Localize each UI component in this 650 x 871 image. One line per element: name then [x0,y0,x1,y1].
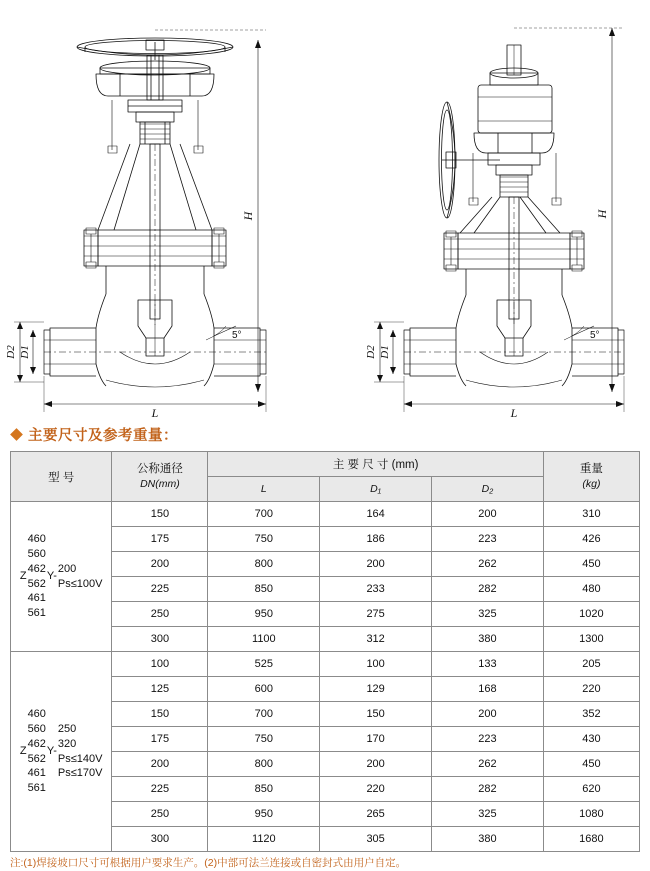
model-num-2-2: 462 [27,737,46,750]
cell-weight: 220 [543,677,639,702]
cell-dn: 250 [112,802,208,827]
cell-D1: 312 [320,627,432,652]
right-dim-H: H [595,209,609,219]
cell-weight: 1680 [543,827,639,852]
right-dim-D2: D2 [365,345,377,359]
header-model: 型 号 [11,452,112,502]
cell-weight: 205 [543,652,639,677]
cell-dn: 125 [112,677,208,702]
footnote: 注:(1)焊接坡口尺寸可根据用户要求生产。(2)中部可法兰连接或自密封式由用户自定。 [10,857,407,869]
left-dim-D2: D2 [5,345,17,359]
header-weight-line2: (kg) [582,478,601,491]
cell-L: 700 [208,502,320,527]
header-L: L [208,477,320,502]
right-dim-D1: D1 [379,345,391,359]
cell-L: 525 [208,652,320,677]
cell-weight: 352 [543,702,639,727]
table-header-row-1 [11,452,640,477]
cell-weight: 480 [543,577,639,602]
model-num-2-0: 460 [27,707,46,720]
cell-dn: 150 [112,502,208,527]
cell-weight: 450 [543,552,639,577]
cell-weight: 1020 [543,602,639,627]
cell-D2: 380 [432,827,544,852]
model-cell-group-2 [11,652,112,852]
model-press-2-0: 250 [57,722,77,735]
model-prefix-2: Z [19,744,27,757]
cell-L: 750 [208,727,320,752]
cell-D1: 233 [320,577,432,602]
cell-D2: 168 [432,677,544,702]
model-cell-group-1 [11,502,112,652]
cell-weight: 426 [543,527,639,552]
cell-L: 800 [208,552,320,577]
model-y-2: Y- [46,744,57,757]
cell-D1: 200 [320,552,432,577]
cell-dn: 225 [112,577,208,602]
model-press-1-0: 200 [57,562,77,575]
model-num-1-3: 562 [27,577,46,590]
section-heading [0,420,650,451]
valve-drawings [0,0,650,420]
valve-drawing-svg [0,0,650,420]
model-num-2-1: 560 [27,722,46,735]
cell-dn: 150 [112,702,208,727]
model-press-2-1: 320 [57,737,77,750]
cell-D1: 220 [320,777,432,802]
model-num-1-1: 560 [27,547,46,560]
cell-D2: 380 [432,627,544,652]
cell-D1: 129 [320,677,432,702]
left-dim-D1: D1 [19,345,31,359]
model-y-1: Y- [46,569,57,582]
cell-weight: 1300 [543,627,639,652]
cell-dn: 300 [112,827,208,852]
cell-D1: 186 [320,527,432,552]
cell-D2: 200 [432,502,544,527]
cell-D2: 200 [432,702,544,727]
model-num-1-5: 561 [27,607,46,620]
right-angle-label: 5° [590,330,600,341]
cell-L: 850 [208,777,320,802]
diamond-bullet-icon [10,428,23,441]
cell-D1: 305 [320,827,432,852]
model-press-2-3: Ps≤170V [57,767,103,780]
header-weight-line1: 重量 [579,462,603,475]
header-dn [112,452,208,502]
cell-dn: 175 [112,727,208,752]
cell-L: 950 [208,602,320,627]
cell-L: 750 [208,527,320,552]
cell-weight: 430 [543,727,639,752]
cell-L: 1100 [208,627,320,652]
header-main-dims: 主 要 尺 寸 (mm) [208,452,543,477]
cell-D2: 262 [432,552,544,577]
model-num-2-3: 562 [27,752,46,765]
model-press-1-1: Ps≤100V [57,577,103,590]
header-D1: D₁ [320,477,432,502]
cell-D1: 200 [320,752,432,777]
right-dim-L: L [510,406,518,420]
table-row [11,502,640,527]
model-num-1-2: 462 [27,562,46,575]
spec-table-wrapper [0,451,650,852]
cell-dn: 200 [112,752,208,777]
table-row [11,652,640,677]
cell-dn: 175 [112,527,208,552]
cell-D2: 282 [432,777,544,802]
cell-weight: 450 [543,752,639,777]
cell-weight: 620 [543,777,639,802]
cell-D1: 164 [320,502,432,527]
cell-D2: 223 [432,727,544,752]
cell-dn: 300 [112,627,208,652]
cell-D1: 170 [320,727,432,752]
cell-L: 800 [208,752,320,777]
cell-L: 700 [208,702,320,727]
cell-D2: 325 [432,802,544,827]
cell-dn: 100 [112,652,208,677]
cell-L: 1120 [208,827,320,852]
cell-weight: 310 [543,502,639,527]
cell-D1: 275 [320,602,432,627]
cell-L: 950 [208,802,320,827]
cell-D2: 262 [432,752,544,777]
cell-L: 600 [208,677,320,702]
left-dim-L: L [151,406,159,420]
model-num-2-4: 461 [27,767,46,780]
cell-dn: 200 [112,552,208,577]
cell-D2: 223 [432,527,544,552]
cell-D1: 100 [320,652,432,677]
header-weight [543,452,639,502]
model-num-2-5: 561 [27,782,46,795]
cell-dn: 225 [112,777,208,802]
header-D2: D₂ [432,477,544,502]
cell-D1: 150 [320,702,432,727]
spec-table [10,451,640,852]
model-num-1-0: 460 [27,532,46,545]
left-dim-H: H [241,211,255,221]
header-dn-line1: 公称通径 [136,462,183,475]
cell-D2: 133 [432,652,544,677]
model-num-1-4: 461 [27,592,46,605]
cell-weight: 1080 [543,802,639,827]
header-dn-line2: DN(mm) [140,478,180,491]
cell-D1: 265 [320,802,432,827]
cell-L: 850 [208,577,320,602]
left-angle-label: 5° [232,330,242,341]
cell-D2: 325 [432,602,544,627]
section-title: 主要尺寸及参考重量： [28,428,178,444]
cell-D2: 282 [432,577,544,602]
cell-dn: 250 [112,602,208,627]
model-prefix-1: Z [19,569,27,582]
model-press-2-2: Ps≤140V [57,752,103,765]
